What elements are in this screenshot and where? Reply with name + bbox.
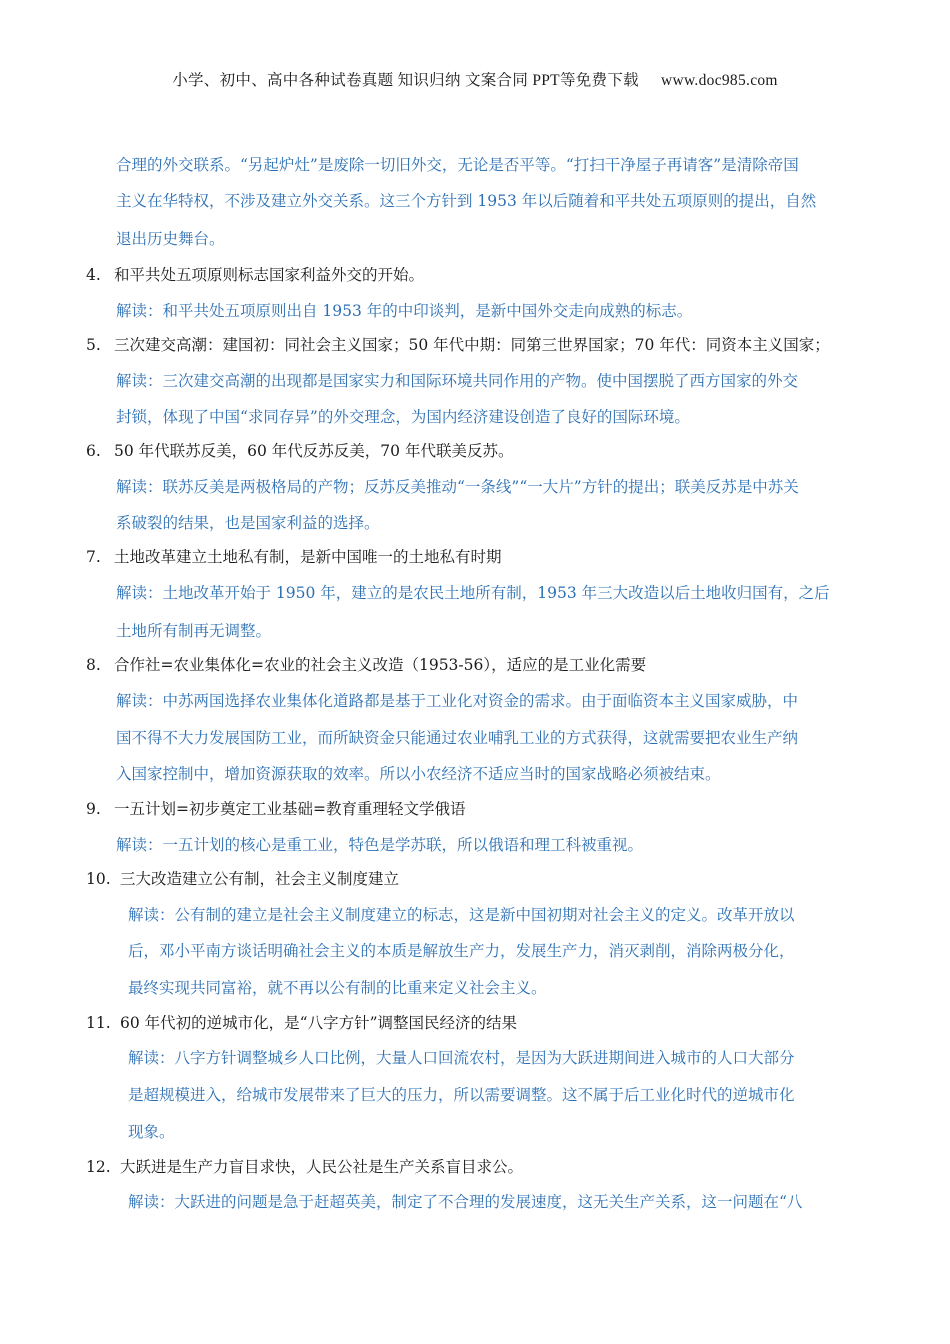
explain-line: 封锁，体现了中国“求同存异”的外交理念，为国内经济建设创造了良好的国际环境。 (116, 408, 690, 426)
intro-line: 主义在华特权，不涉及建立外交关系。这三个方针到 1953 年以后随着和平共处五项原则的提出，自然 (116, 192, 817, 210)
explain-line: 后，邓小平南方谈话明确社会主义的本质是解放生产力，发展生产力，消灭剥削，消除两极分化， (128, 942, 795, 960)
header-text: 小学、初中、高中各种试卷真题 知识归纳 文案合同 PPT等免费下载 (172, 72, 639, 89)
explain-line: 解读：土地改革开始于 1950 年，建立的是农民土地所有制，1953 年三大改造以后土地收归国有，之后 (116, 584, 830, 602)
explain-line: 最终实现共同富裕，就不再以公有制的比重来定义社会主义。 (128, 979, 547, 997)
list-item-6-statement (86, 440, 513, 462)
list-item-12-statement (86, 1156, 523, 1178)
statement-text: 50 年代联苏反美，60 年代反苏反美，70 年代联美反苏。 (114, 442, 514, 460)
page-header (0, 68, 950, 90)
item-number: 6. (86, 442, 101, 460)
item-number: 4. (86, 266, 101, 284)
statement-text: 一五计划=初步奠定工业基础=教育重理轻文学俄语 (114, 800, 466, 818)
list-item-4-statement (86, 264, 424, 286)
item-number: 8. (86, 656, 101, 674)
explain-line: 解读：三次建交高潮的出现都是国家实力和国际环境共同作用的产物。使中国摆脱了西方国家的外交 (116, 372, 799, 390)
intro-line: 退出历史舞台。 (116, 230, 225, 248)
item-number: 11. (86, 1014, 111, 1032)
list-item-7-statement (86, 546, 502, 568)
statement-text: 和平共处五项原则标志国家利益外交的开始。 (114, 266, 425, 284)
list-item-8-statement (86, 654, 646, 676)
explain-line: 解读：中苏两国选择农业集体化道路都是基于工业化对资金的需求。由于面临资本主义国家威胁，中 (116, 692, 799, 710)
statement-text: 大跃进是生产力盲目求快，人民公社是生产关系盲目求公。 (120, 1158, 524, 1176)
explain-line: 土地所有制再无调整。 (116, 622, 272, 640)
explain-line: 解读：和平共处五项原则出自 1953 年的中印谈判，是新中国外交走向成熟的标志。 (116, 302, 693, 320)
explain-line: 解读：八字方针调整城乡人口比例，大量人口回流农村，是因为大跃进期间进入城市的人口大部分 (128, 1049, 795, 1067)
list-item-9-statement (86, 798, 465, 820)
explain-line: 解读：一五计划的核心是重工业，特色是学苏联，所以俄语和理工科被重视。 (116, 836, 644, 854)
statement-text: 三大改造建立公有制，社会主义制度建立 (120, 870, 400, 888)
explain-line: 是超规模进入，给城市发展带来了巨大的压力，所以需要调整。这不属于后工业化时代的逆城市化 (128, 1086, 795, 1104)
item-number: 7. (86, 548, 101, 566)
item-number: 9. (86, 800, 101, 818)
header-url[interactable]: www.doc985.com (660, 72, 778, 89)
statement-text: 三次建交高潮：建国初：同社会主义国家；50 年代中期：同第三世界国家；70 年代：同资本主义国家； (114, 336, 830, 354)
statement-text: 土地改革建立土地私有制，是新中国唯一的土地私有时期 (114, 548, 502, 566)
explain-line: 系破裂的结果，也是国家利益的选择。 (116, 514, 380, 532)
explain-line: 国不得不大力发展国防工业，而所缺资金只能通过农业哺乳工业的方式获得，这就需要把农业生产纳 (116, 729, 799, 747)
explain-line: 解读：大跃进的问题是急于赶超英美，制定了不合理的发展速度，这无关生产关系，这一问题在“八 (128, 1193, 803, 1211)
list-item-11-statement (86, 1012, 517, 1034)
item-number: 12. (86, 1158, 111, 1176)
statement-text: 60 年代初的逆城市化，是“八字方针”调整国民经济的结果 (120, 1014, 518, 1032)
intro-line: 合理的外交联系。“另起炉灶”是废除一切旧外交，无论是否平等。“打扫干净屋子再请客”是清除帝国 (116, 156, 799, 174)
explain-line: 入国家控制中，增加资源获取的效率。所以小农经济不适应当时的国家战略必须被结束。 (116, 765, 721, 783)
item-number: 10. (86, 870, 111, 888)
explain-line: 现象。 (128, 1123, 175, 1141)
list-item-10-statement (86, 868, 399, 890)
statement-text: 合作社=农业集体化=农业的社会主义改造（1953-56），适应的是工业化需要 (114, 656, 647, 674)
item-number: 5. (86, 336, 101, 354)
explain-line: 解读：公有制的建立是社会主义制度建立的标志，这是新中国初期对社会主义的定义。改革开放以 (128, 906, 795, 924)
explain-line: 解读：联苏反美是两极格局的产物；反苏反美推动“一条线”“一大片”方针的提出；联美反苏是中苏关 (116, 478, 799, 496)
list-item-5-statement (86, 334, 830, 356)
